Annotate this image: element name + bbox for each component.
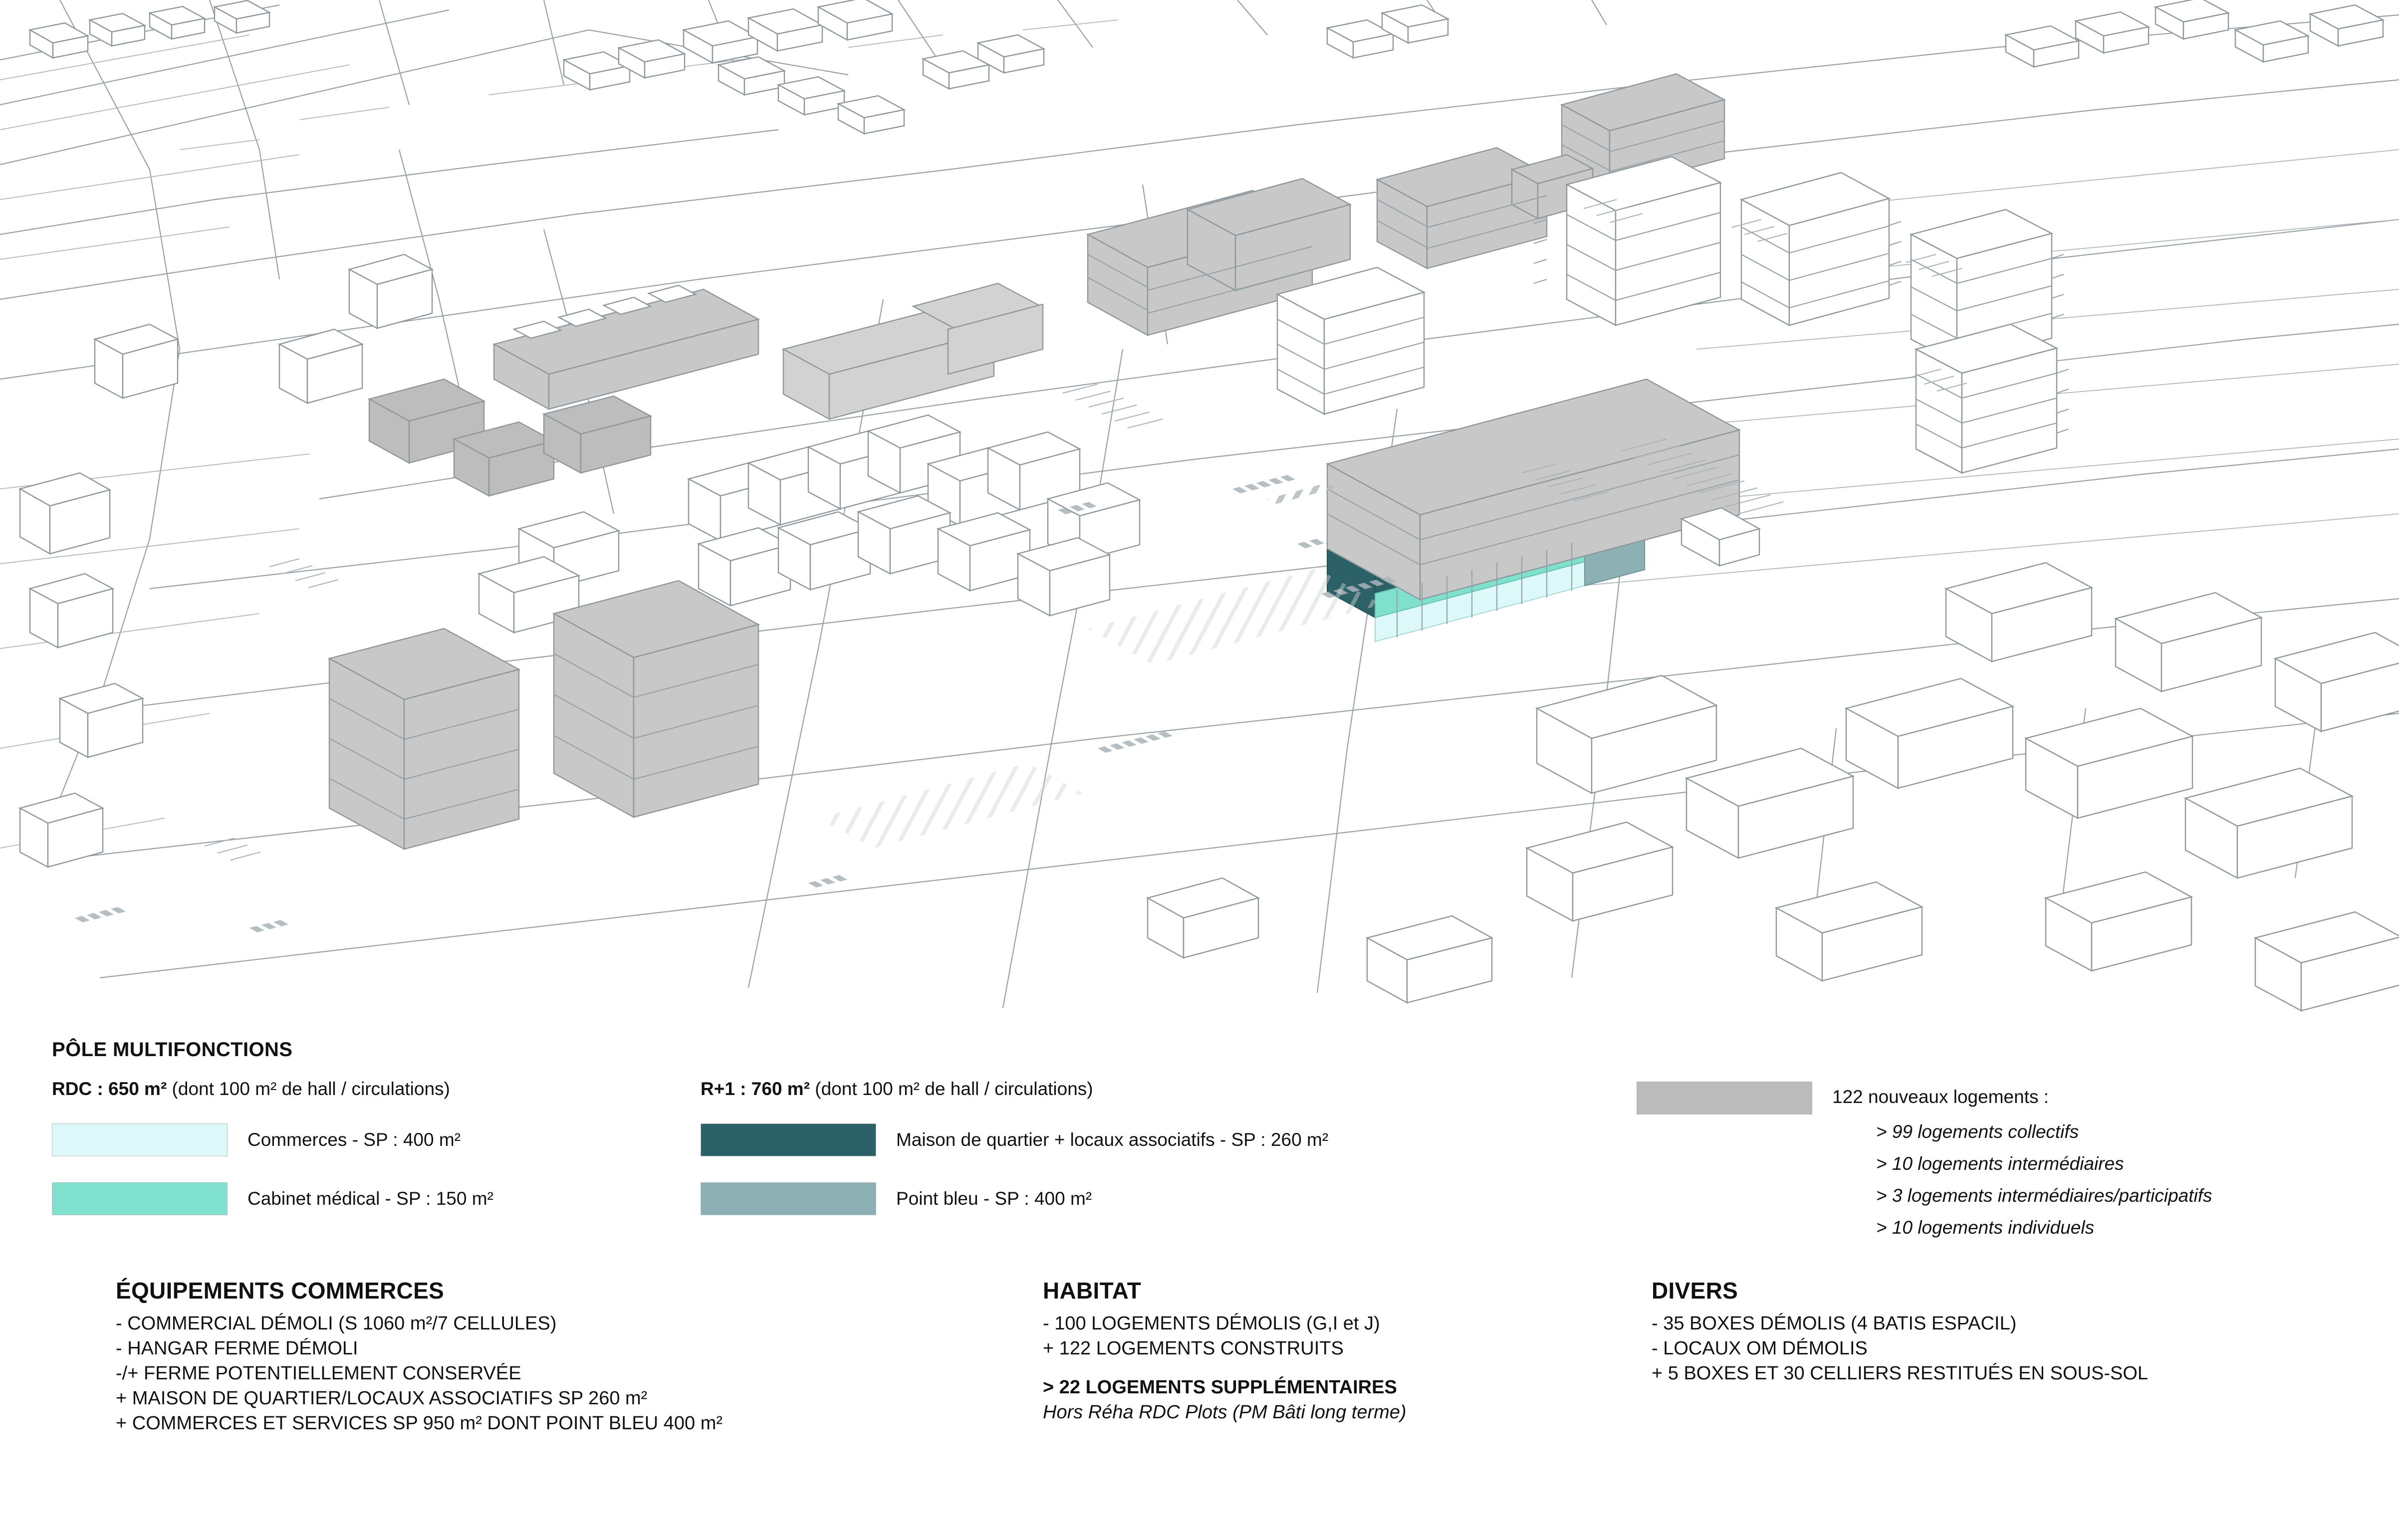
equipements-line-3: -/+ FERME POTENTIELLEMENT CONSERVÉE bbox=[116, 1363, 521, 1384]
legend-label-commerces: Commerces - SP : 400 m² bbox=[247, 1129, 461, 1150]
equipements-line-5: + COMMERCES ET SERVICES SP 950 m² DONT POINT BLEU 400 m² bbox=[116, 1413, 722, 1434]
divers-title: DIVERS bbox=[1652, 1278, 1738, 1304]
column-equipements-commerces bbox=[116, 1277, 1064, 1436]
legend-swatch-point-bleu bbox=[701, 1182, 876, 1215]
legend-logements-item-intermediaires: > 10 logements intermédiaires bbox=[1876, 1153, 2124, 1174]
legend-label-cabinet-medical: Cabinet médical - SP : 150 m² bbox=[247, 1188, 493, 1209]
housing-lower-right bbox=[1148, 563, 2399, 1011]
legend-logements-item-individuels: > 10 logements individuels bbox=[1876, 1217, 2095, 1238]
legend-rdc-line bbox=[52, 1079, 450, 1100]
legend-rdc-rest: (dont 100 m² de hall / circulations) bbox=[167, 1079, 450, 1099]
legend-title: PÔLE MULTIFONCTIONS bbox=[52, 1039, 293, 1061]
habitat-italic-note: Hors Réha RDC Plots (PM Bâti long terme) bbox=[1043, 1402, 1407, 1423]
equipements-line-4: + MAISON DE QUARTIER/LOCAUX ASSOCIATIFS SP 260 m² bbox=[116, 1388, 648, 1409]
legend-swatch-commerces bbox=[52, 1123, 228, 1156]
divers-line-2: - LOCAUX OM DÉMOLIS bbox=[1652, 1338, 1868, 1359]
pavilion-hexagon bbox=[1681, 508, 1759, 566]
legend-swatch-cabinet-medical bbox=[52, 1182, 228, 1215]
legend-r1-bold: R+1 : 760 m² bbox=[701, 1079, 810, 1099]
equipements-line-2: - HANGAR FERME DÉMOLI bbox=[116, 1338, 358, 1359]
legend-rdc-bold: RDC : 650 m² bbox=[52, 1079, 167, 1099]
legend-label-maison-de-quartier: Maison de quartier + locaux associatifs - SP : 260 m² bbox=[896, 1129, 1329, 1150]
legend-logements-heading: 122 nouveaux logements : bbox=[1832, 1087, 2049, 1107]
column-habitat bbox=[1043, 1277, 1622, 1425]
legend-r1-rest: (dont 100 m² de hall / circulations) bbox=[810, 1079, 1093, 1099]
legend-logements-item-collectifs: > 99 logements collectifs bbox=[1876, 1121, 2079, 1142]
equipements-title: ÉQUIPEMENTS COMMERCES bbox=[116, 1278, 445, 1304]
column-divers bbox=[1652, 1277, 2360, 1386]
legend-logements-item-participatifs: > 3 logements intermédiaires/participatifs bbox=[1876, 1185, 2212, 1206]
houses-top-left bbox=[30, 0, 2383, 134]
summary-columns bbox=[0, 1277, 2399, 1540]
habitat-strong-line: > 22 LOGEMENTS SUPPLÉMENTAIRES bbox=[1043, 1377, 1397, 1398]
legend-swatch-logements bbox=[1637, 1082, 1812, 1114]
equipements-line-1: - COMMERCIAL DÉMOLI (S 1060 m²/7 CELLULES) bbox=[116, 1313, 557, 1334]
habitat-title: HABITAT bbox=[1043, 1278, 1142, 1304]
legend-r1-line bbox=[701, 1079, 1093, 1100]
divers-line-1: - 35 BOXES DÉMOLIS (4 BATIS ESPACIL) bbox=[1652, 1313, 2017, 1334]
legend-swatch-maison-de-quartier bbox=[701, 1123, 876, 1156]
habitat-line-1: - 100 LOGEMENTS DÉMOLIS (G,I et J) bbox=[1043, 1313, 1380, 1334]
legend-block bbox=[0, 1013, 2399, 1272]
park-areas bbox=[818, 569, 1382, 848]
divers-line-3: + 5 BOXES ET 30 CELLIERS RESTITUÉS EN SOUS-SOL bbox=[1652, 1363, 2149, 1384]
habitat-line-2: + 122 LOGEMENTS CONSTRUITS bbox=[1043, 1338, 1344, 1359]
legend-label-point-bleu: Point bleu - SP : 400 m² bbox=[896, 1188, 1092, 1209]
